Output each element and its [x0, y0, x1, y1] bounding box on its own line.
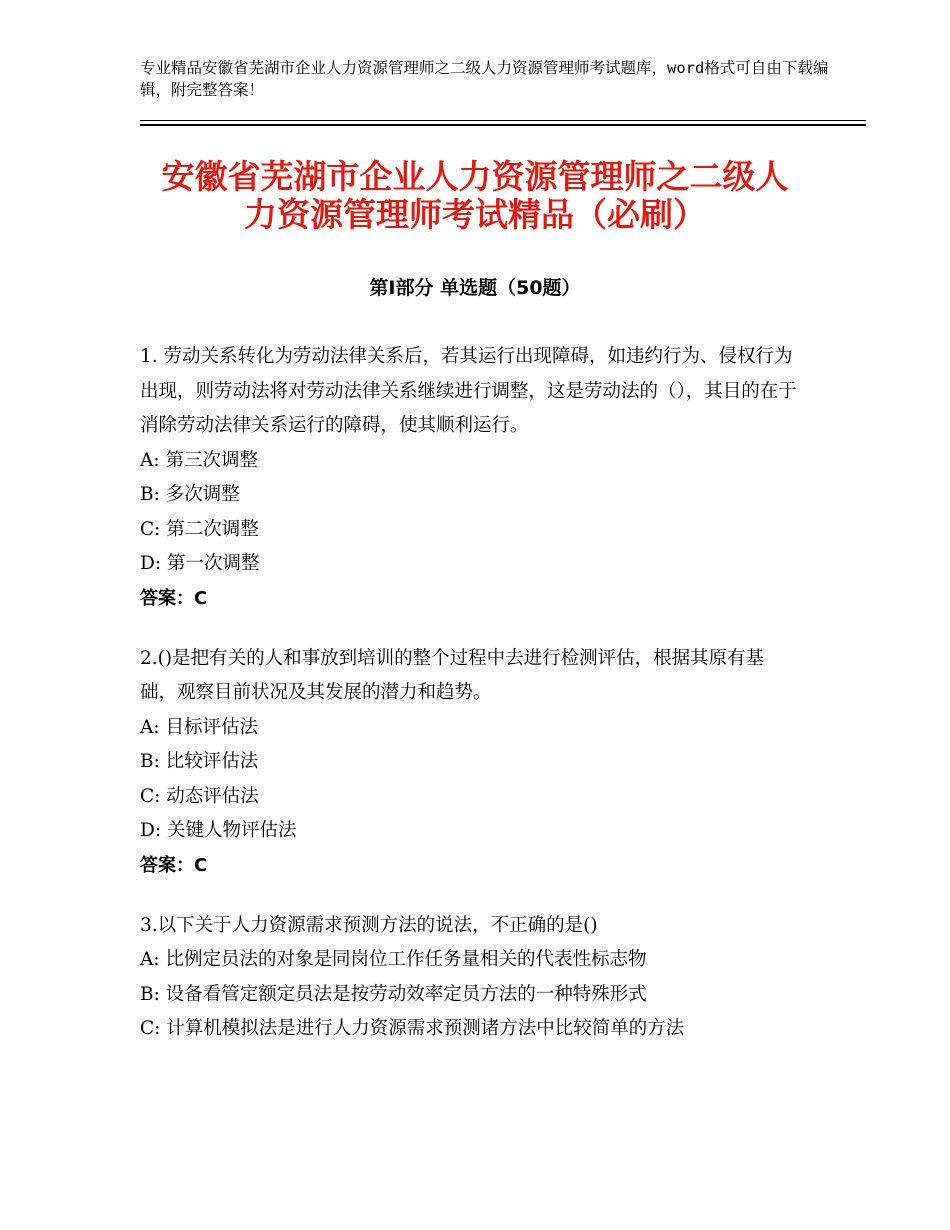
document-title — [120, 158, 830, 234]
question-stem: 3.以下关于人力资源需求预测方法的说法，不正确的是() — [140, 914, 598, 936]
option-a: A: 目标评估法 — [140, 716, 258, 738]
option-d: D: 第一次调整 — [140, 553, 260, 574]
header-note: 专业精品安徽省芜湖市企业人力资源管理师之二级人力资源管理师考试题库，word格式可自由下载编辑，附完整答案！ — [140, 59, 829, 99]
question-list — [140, 340, 800, 1073]
option-d: D: 关键人物评估法 — [140, 820, 297, 841]
option-b: B: 多次调整 — [140, 484, 240, 505]
option-c: C: 第二次调整 — [140, 518, 259, 540]
question-1 — [140, 340, 800, 616]
option-c: C: 动态评估法 — [140, 785, 259, 807]
header-divider-thick — [140, 124, 866, 126]
answer: 答案：C — [140, 854, 208, 876]
document-title-line-2: 力资源管理师考试精品（必刷） — [244, 195, 706, 234]
answer: 答案：C — [140, 587, 208, 609]
section-heading: 第Ⅰ部分 单选题（50题） — [369, 277, 581, 299]
option-a: A: 比例定员法的对象是同岗位工作任务量相关的代表性标志物 — [140, 949, 647, 970]
option-a: A: 第三次调整 — [140, 449, 258, 471]
question-2 — [140, 642, 800, 883]
question-stem: 2.()是把有关的人和事放到培训的整个过程中去进行检测评估，根据其原有基础，观察目前状况及其发展的潜力和趋势。 — [140, 647, 765, 703]
question-stem: 1. 劳动关系转化为劳动法律关系后，若其运行出现障碍，如违约行为、侵权行为出现，则劳动法将对劳动法律关系继续进行调整，这是劳动法的（），其目的在于消除劳动法律关系运行的障碍，使其顺利运行。 — [140, 346, 797, 436]
header-divider-thin — [140, 120, 866, 121]
option-b: B: 设备看管定额定员法是按劳动效率定员方法的一种特殊形式 — [140, 983, 647, 1005]
document-title-line-1: 安徽省芜湖市企业人力资源管理师之二级人 — [161, 157, 789, 196]
option-b: B: 比较评估法 — [140, 751, 259, 772]
question-3 — [140, 909, 800, 1047]
option-c: C: 计算机模拟法是进行人力资源需求预测诸方法中比较简单的方法 — [140, 1018, 685, 1039]
